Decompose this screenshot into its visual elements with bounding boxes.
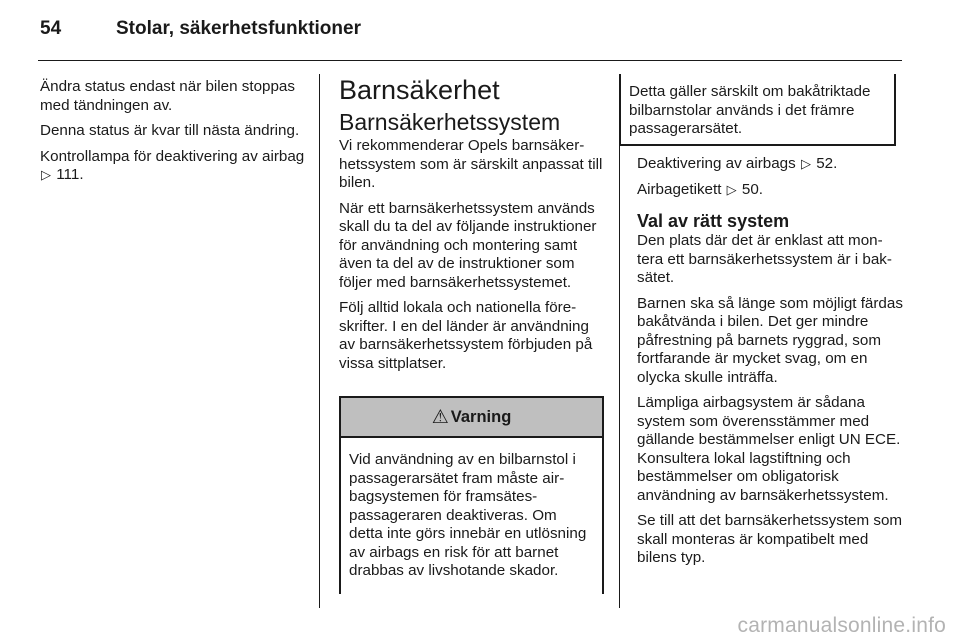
page-number: 54 [40, 18, 62, 39]
page-reference-arrow-icon: ▷ [726, 181, 737, 197]
column-divider-right [619, 74, 620, 608]
subsection-heading-choose-system: Val av rätt system [637, 211, 790, 231]
page-reference-link[interactable]: 50. [741, 180, 764, 198]
right-p1-text: Deaktivering av airbags [637, 155, 796, 172]
header-rule [38, 60, 902, 61]
page-reference-link[interactable]: 111. [56, 166, 84, 183]
warning-box [339, 396, 604, 594]
page-reference-link[interactable]: 52. [816, 155, 838, 172]
left-paragraph-3 [40, 148, 310, 185]
page-reference-arrow-icon: ▷ [41, 167, 51, 182]
page-reference-arrow-icon: ▷ [800, 156, 811, 171]
middle-paragraph-3: Följ alltid lokala och nationella föreskrifter. I en del länder är användning av barnsäkerhetssystem förbjuden på vissa sittplatser. [339, 299, 593, 372]
right-paragraph-4: Barnen ska så länge som möjligt färdas bakåtvända i bilen. Det ger mindre påfrestning på barnets ryggrad, som fortfarande är mycket svag, om en olycka skulle inträffa. [637, 294, 903, 386]
column-divider-left [319, 74, 320, 608]
right-paragraph-airbag-deactivation [637, 155, 903, 174]
left-p3-text: Kontrollampa för deaktivering av airbag [40, 147, 305, 165]
warning-triangle-icon: ⚠ [431, 406, 449, 428]
left-paragraph-1: Ändra status endast när bilen stoppas med tändningen av. [40, 78, 295, 114]
section-heading: Barnsäkerhet [339, 75, 500, 105]
watermark: carmanualsonline.info [737, 614, 946, 637]
right-p2-text: Airbagetikett [637, 180, 722, 198]
warning-header [341, 398, 602, 438]
page-title: Stolar, säkerhetsfunktioner [116, 18, 361, 39]
left-column [40, 78, 310, 192]
right-paragraph-airbag-label [637, 181, 903, 200]
right-column [637, 155, 903, 575]
page-header [40, 18, 902, 54]
right-paragraph-3: Den plats där det är enklast att montera ett barnsäkerhetssystem är i baksätet. [637, 232, 892, 286]
warning-text: Vid användning av en bilbarnstol i passagerarsätet fram måste airbagsystemen för framsätespassageraren deaktiveras. Om detta inte görs innebär en utlösning av airbags en risk för att barnet drabbas av livshotande skador. [349, 451, 587, 579]
right-paragraph-5: Lämpliga airbagsystem är sådana system som överensstämmer med gällande bestämmelser enligt UN ECE. Konsultera lokal lagstiftning och bestämmelser om obligatorisk användning av barnsäkerhetssystem. [637, 394, 901, 504]
right-paragraph-6: Se till att det barnsäkerhetssystem som skall monteras är kompatibelt med bilens typ. [637, 512, 903, 566]
note-box: Detta gäller särskilt om bakåtriktade bilbarnstolar används i det främre passagerarsätet. [619, 74, 896, 146]
left-paragraph-2: Denna status är kvar till nästa ändring. [40, 122, 300, 139]
middle-paragraph-2: När ett barnsäkerhetssystem används skall du ta del av följande instruktioner för användning och montering samt även ta del av de instruktioner som följer med barnsäkerhetssystemet. [339, 199, 597, 291]
middle-column [339, 74, 603, 380]
subsection-heading: Barnsäkerhetssystem [339, 109, 561, 135]
middle-paragraph-1: Vi rekommenderar Opels barnsäkerhetssystem som är särskilt anpassat till bilen. [339, 137, 603, 191]
warning-title: Varning [450, 407, 512, 426]
